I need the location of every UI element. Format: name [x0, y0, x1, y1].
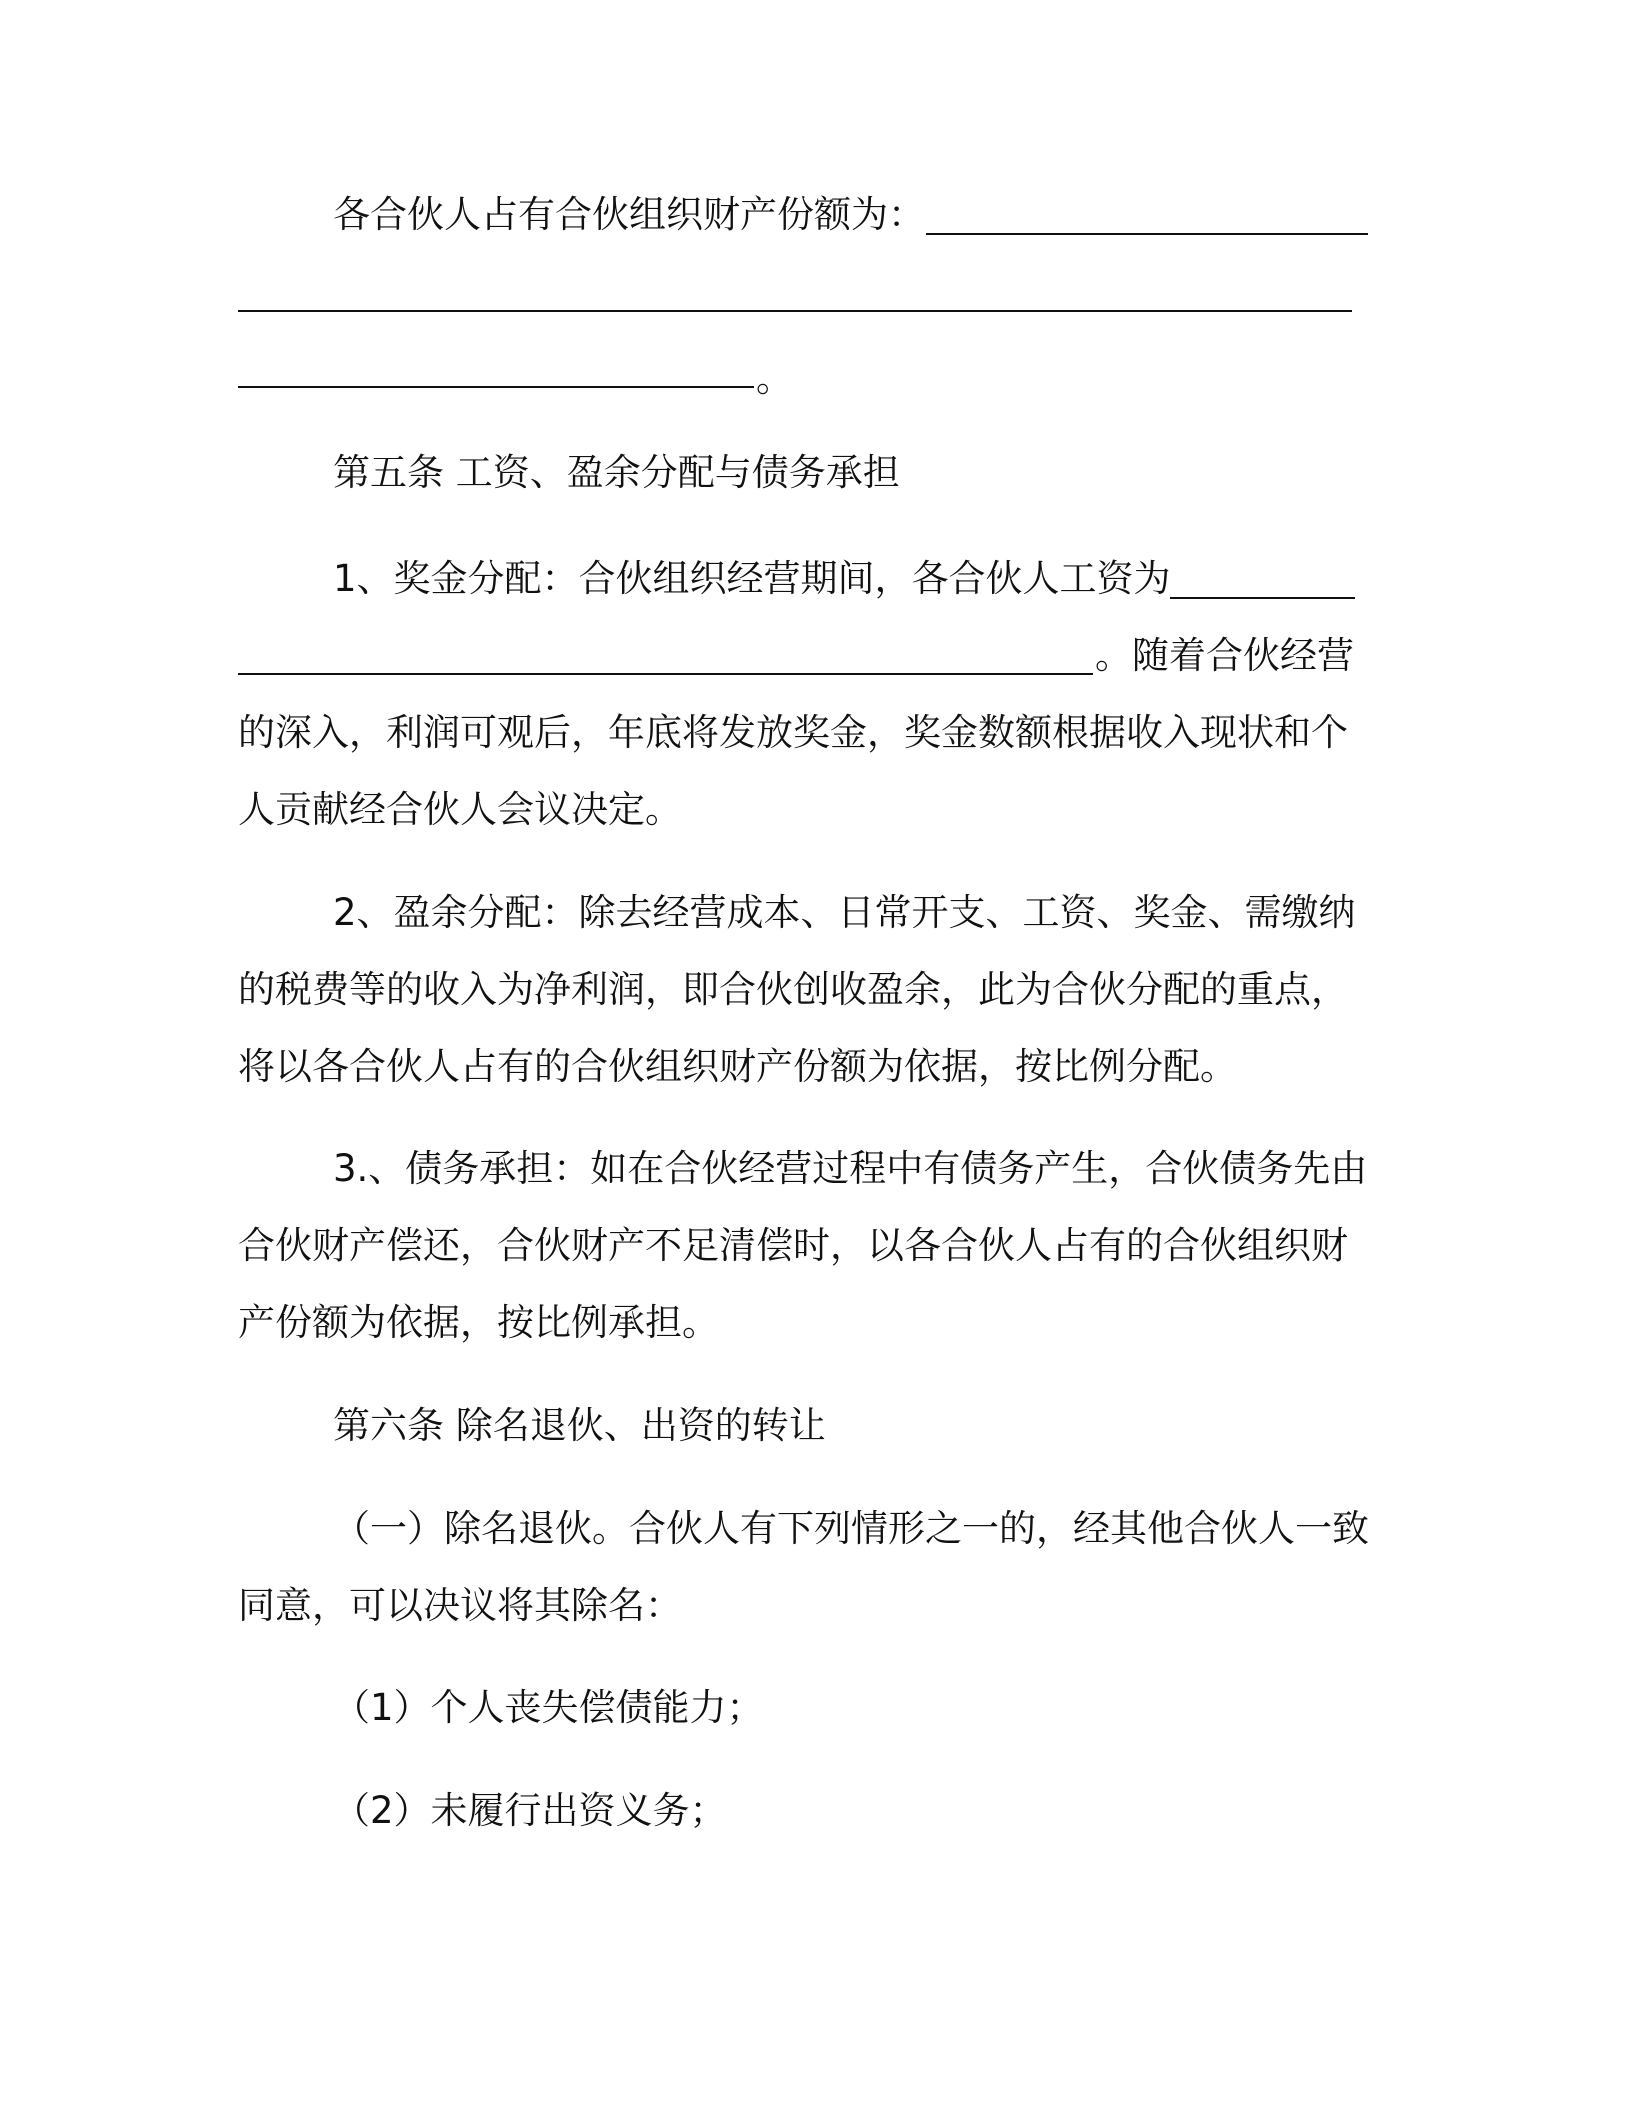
clause-5-1-line-2: 。随着合伙经营	[1095, 634, 1354, 677]
property-share-blank-1[interactable]	[926, 233, 1368, 235]
article-5-heading: 第五条 工资、盈余分配与债务承担	[333, 451, 900, 494]
clause-5-3-line-2: 合伙财产偿还，合伙财产不足清偿时，以各合伙人占有的合伙组织财	[238, 1224, 1348, 1267]
clause-5-3-line-3: 产份额为依据，按比例承担。	[238, 1301, 719, 1344]
clause-5-3-line-1: 3.、债务承担：如在合伙经营过程中有债务产生，合伙债务先由	[333, 1147, 1368, 1190]
property-share-blank-3[interactable]	[238, 386, 754, 388]
clause-5-2-line-1: 2、盈余分配：除去经营成本、日常开支、工资、奖金、需缴纳	[333, 891, 1356, 934]
property-share-blank-2[interactable]	[238, 310, 1352, 312]
clause-5-1-line-4: 人贡献经合伙人会议决定。	[238, 788, 682, 831]
clause-5-2-line-3: 将以各合伙人占有的合伙组织财产份额为依据，按比例分配。	[238, 1045, 1237, 1088]
clause-6-1-line-2: 同意，可以决议将其除名：	[238, 1584, 682, 1627]
clause-6-1-line-1: （一）除名退伙。合伙人有下列情形之一的，经其他合伙人一致	[333, 1507, 1369, 1550]
clause-5-1-line-1: 1、奖金分配：合伙组织经营期间，各合伙人工资为	[333, 557, 1171, 600]
condition-1: （1）个人丧失偿债能力；	[333, 1686, 764, 1729]
condition-2: （2）未履行出资义务；	[333, 1789, 727, 1832]
clause-5-2-line-2: 的税费等的收入为净利润，即合伙创收盈余，此为合伙分配的重点，	[238, 968, 1348, 1011]
property-share-end: 。	[756, 357, 793, 400]
property-share-line: 各合伙人占有合伙组织财产份额为：	[333, 193, 925, 236]
salary-blank-2[interactable]	[238, 673, 1093, 675]
clause-5-1-line-3: 的深入，利润可观后，年底将发放奖金，奖金数额根据收入现状和个	[238, 711, 1348, 754]
article-6-heading: 第六条 除名退伙、出资的转让	[333, 1404, 826, 1447]
salary-blank-1[interactable]	[1170, 597, 1355, 599]
